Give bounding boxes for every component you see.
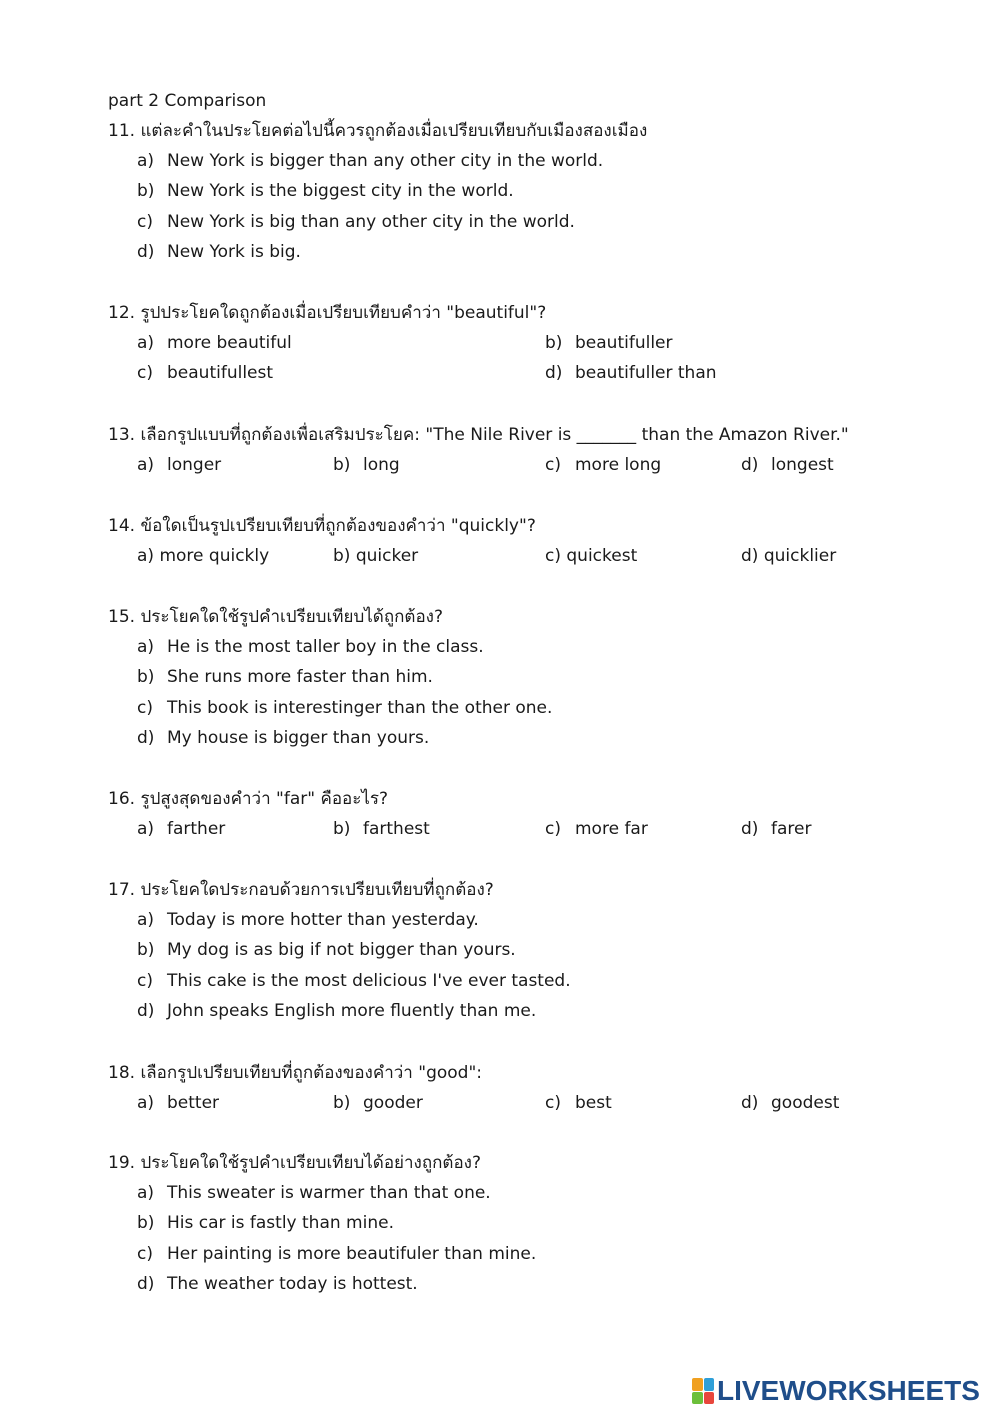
- option-text: Her painting is more beautifuler than mine.: [167, 1243, 537, 1264]
- question-text: รูปประโยคใดถูกต้องเมื่อเปรียบเทียบคำว่า "beautiful"?: [140, 303, 547, 323]
- option-b[interactable]: [333, 450, 400, 480]
- option-letter: b): [137, 940, 155, 961]
- question-14: [108, 511, 968, 571]
- question-stem: [108, 784, 968, 814]
- question-number: 15.: [108, 607, 136, 627]
- question-stem: [108, 511, 968, 541]
- option-text: best: [575, 1093, 612, 1113]
- option-text: longer: [167, 455, 222, 475]
- option-d[interactable]: [741, 1088, 839, 1118]
- option-text: New York is bigger than any other city in the world.: [167, 151, 604, 171]
- question-text: เลือกรูปเปรียบเทียบที่ถูกต้องของคำว่า "good":: [140, 1063, 482, 1083]
- option-letter: a): [137, 151, 155, 171]
- option-c[interactable]: [545, 1088, 612, 1118]
- option-text: farer: [771, 819, 812, 839]
- option-letter: b): [545, 333, 563, 353]
- option-c[interactable]: [137, 358, 273, 388]
- question-stem: [108, 298, 968, 328]
- option-letter: b): [333, 819, 351, 839]
- question-number: 17.: [108, 880, 136, 900]
- option-text: This cake is the most delicious I've ever tasted.: [167, 970, 571, 991]
- question-18: [108, 1058, 968, 1118]
- option-letter: a): [137, 1183, 155, 1203]
- option-a[interactable]: [108, 905, 968, 935]
- question-text: รูปสูงสุดของคำว่า "far" คืออะไร?: [140, 789, 389, 809]
- question-stem: [108, 420, 968, 450]
- question-text: ประโยคใดใช้รูปคำเปรียบเทียบได้อย่างถูกต้อง?: [140, 1153, 482, 1173]
- option-d[interactable]: [108, 723, 968, 753]
- option-letter: a): [137, 637, 155, 657]
- option-letter: c): [137, 211, 153, 232]
- logo-square: [692, 1378, 703, 1391]
- logo-icon: [692, 1378, 714, 1404]
- question-text: แต่ละคำในประโยคต่อไปนี้ควรถูกต้องเมื่อเปรียบเทียบกับเมืองสองเมือง: [140, 121, 648, 141]
- question-number: 18.: [108, 1063, 136, 1083]
- question-text: ประโยคใดประกอบด้วยการเปรียบเทียบที่ถูกต้อง?: [140, 880, 494, 900]
- liveworksheets-logo[interactable]: [692, 1374, 980, 1408]
- part-title: part 2 Comparison: [108, 91, 267, 111]
- option-text: He is the most taller boy in the class.: [167, 637, 484, 657]
- option-b[interactable]: [333, 814, 430, 844]
- question-19: [108, 1148, 968, 1299]
- option-a[interactable]: [137, 1088, 219, 1118]
- option-text: quickest: [566, 546, 638, 566]
- option-b[interactable]: [108, 176, 968, 206]
- option-letter: a): [137, 546, 155, 566]
- option-d[interactable]: [741, 450, 834, 480]
- question-number: 11.: [108, 121, 136, 141]
- option-text: The weather today is hottest.: [167, 1273, 418, 1294]
- option-letter: d): [137, 727, 155, 748]
- question-number: 16.: [108, 789, 136, 809]
- option-a[interactable]: [108, 146, 968, 176]
- option-text: more long: [575, 455, 662, 475]
- option-text: long: [363, 455, 400, 475]
- option-letter: c): [545, 1093, 561, 1113]
- option-text: New York is big.: [167, 241, 301, 262]
- option-letter: b): [137, 181, 155, 202]
- option-letter: c): [137, 363, 153, 384]
- option-text: beautifuller than: [575, 363, 717, 384]
- option-text: His car is fastly than mine.: [167, 1213, 394, 1234]
- question-stem: [108, 602, 968, 632]
- option-a[interactable]: [108, 1178, 968, 1208]
- option-letter: c): [137, 697, 153, 718]
- option-text: more far: [575, 819, 648, 839]
- question-16: [108, 784, 968, 844]
- option-b[interactable]: [108, 1208, 968, 1238]
- question-text: เลือกรูปแบบที่ถูกต้องเพื่อเสริมประโยค: "The Nile River is _______ than the Amazon River.": [140, 425, 849, 445]
- option-letter: b): [333, 455, 351, 475]
- option-text: New York is big than any other city in the world.: [167, 211, 575, 232]
- option-d[interactable]: [108, 996, 968, 1026]
- option-d[interactable]: [545, 358, 717, 388]
- option-letter: d): [137, 241, 155, 262]
- option-letter: d): [545, 363, 563, 384]
- option-text: John speaks English more fluently than me.: [167, 1000, 537, 1021]
- option-text: longest: [771, 455, 834, 475]
- option-letter: d): [741, 455, 759, 475]
- option-text: goodest: [771, 1093, 840, 1113]
- logo-square: [704, 1378, 715, 1391]
- option-c[interactable]: [108, 693, 968, 723]
- option-c[interactable]: [108, 1239, 968, 1269]
- question-text: ข้อใดเป็นรูปเปรียบเทียบที่ถูกต้องของคำว่า "quickly"?: [140, 516, 536, 536]
- option-letter: b): [333, 546, 351, 566]
- option-text: quicklier: [763, 546, 837, 566]
- option-text: New York is the biggest city in the world.: [167, 181, 514, 202]
- option-a[interactable]: [137, 328, 292, 358]
- question-12: [108, 298, 968, 389]
- option-text: more beautiful: [167, 333, 292, 353]
- option-text: farther: [167, 819, 226, 839]
- option-letter: c): [545, 546, 561, 566]
- option-letter: a): [137, 455, 155, 475]
- option-b[interactable]: [545, 328, 672, 358]
- question-text: ประโยคใดใช้รูปคำเปรียบเทียบได้ถูกต้อง?: [140, 607, 443, 627]
- option-c[interactable]: [545, 450, 661, 480]
- option-letter: d): [741, 1093, 759, 1113]
- option-text: My house is bigger than yours.: [167, 727, 430, 748]
- option-letter: b): [137, 1213, 155, 1234]
- logo-text: LIVEWORKSHEETS: [717, 1375, 980, 1406]
- option-c[interactable]: [108, 207, 968, 237]
- option-b[interactable]: [333, 541, 418, 571]
- option-b[interactable]: [108, 935, 968, 965]
- option-text: more quickly: [159, 546, 270, 566]
- option-letter: b): [137, 667, 155, 688]
- option-letter: a): [137, 910, 155, 930]
- question-13: [108, 420, 968, 480]
- option-b[interactable]: [333, 1088, 423, 1118]
- option-letter: b): [333, 1093, 351, 1113]
- option-letter: c): [137, 970, 153, 991]
- option-text: better: [167, 1093, 220, 1113]
- option-a[interactable]: [108, 632, 968, 662]
- question-17: [108, 875, 968, 1026]
- question-number: 14.: [108, 516, 136, 536]
- option-letter: a): [137, 333, 155, 353]
- option-letter: c): [545, 819, 561, 839]
- option-text: Today is more hotter than yesterday.: [167, 910, 479, 930]
- option-c[interactable]: [108, 966, 968, 996]
- question-15: [108, 602, 968, 753]
- option-c[interactable]: [545, 541, 637, 571]
- question-stem: [108, 1058, 968, 1088]
- question-number: 12.: [108, 303, 136, 323]
- logo-square: [704, 1392, 715, 1405]
- option-d[interactable]: [741, 541, 836, 571]
- option-a[interactable]: [137, 814, 225, 844]
- option-letter: c): [545, 455, 561, 475]
- option-text: beautifuller: [575, 333, 673, 353]
- question-stem: [108, 875, 968, 905]
- option-d[interactable]: [741, 814, 811, 844]
- option-text: My dog is as big if not bigger than yours.: [167, 940, 516, 961]
- option-b[interactable]: [108, 662, 968, 692]
- question-stem: [108, 116, 968, 146]
- question-stem: [108, 1148, 968, 1178]
- option-text: quicker: [355, 546, 419, 566]
- option-letter: d): [137, 1273, 155, 1294]
- question-number: 19.: [108, 1153, 136, 1173]
- option-letter: d): [741, 819, 759, 839]
- option-text: This book is interestinger than the other one.: [167, 697, 553, 718]
- option-d[interactable]: [108, 1269, 968, 1299]
- option-a[interactable]: [137, 541, 269, 571]
- option-text: farthest: [363, 819, 430, 839]
- question-number: 13.: [108, 425, 136, 445]
- option-text: She runs more faster than him.: [167, 667, 433, 688]
- option-letter: a): [137, 1093, 155, 1113]
- option-d[interactable]: [108, 237, 968, 267]
- option-text: This sweater is warmer than that one.: [167, 1183, 491, 1203]
- logo-square: [692, 1392, 703, 1405]
- option-letter: d): [741, 546, 759, 566]
- option-text: gooder: [363, 1093, 423, 1113]
- option-text: beautifullest: [167, 363, 274, 384]
- option-letter: c): [137, 1243, 153, 1264]
- option-letter: d): [137, 1000, 155, 1021]
- option-a[interactable]: [137, 450, 221, 480]
- option-letter: a): [137, 819, 155, 839]
- question-11: [108, 116, 968, 267]
- option-c[interactable]: [545, 814, 648, 844]
